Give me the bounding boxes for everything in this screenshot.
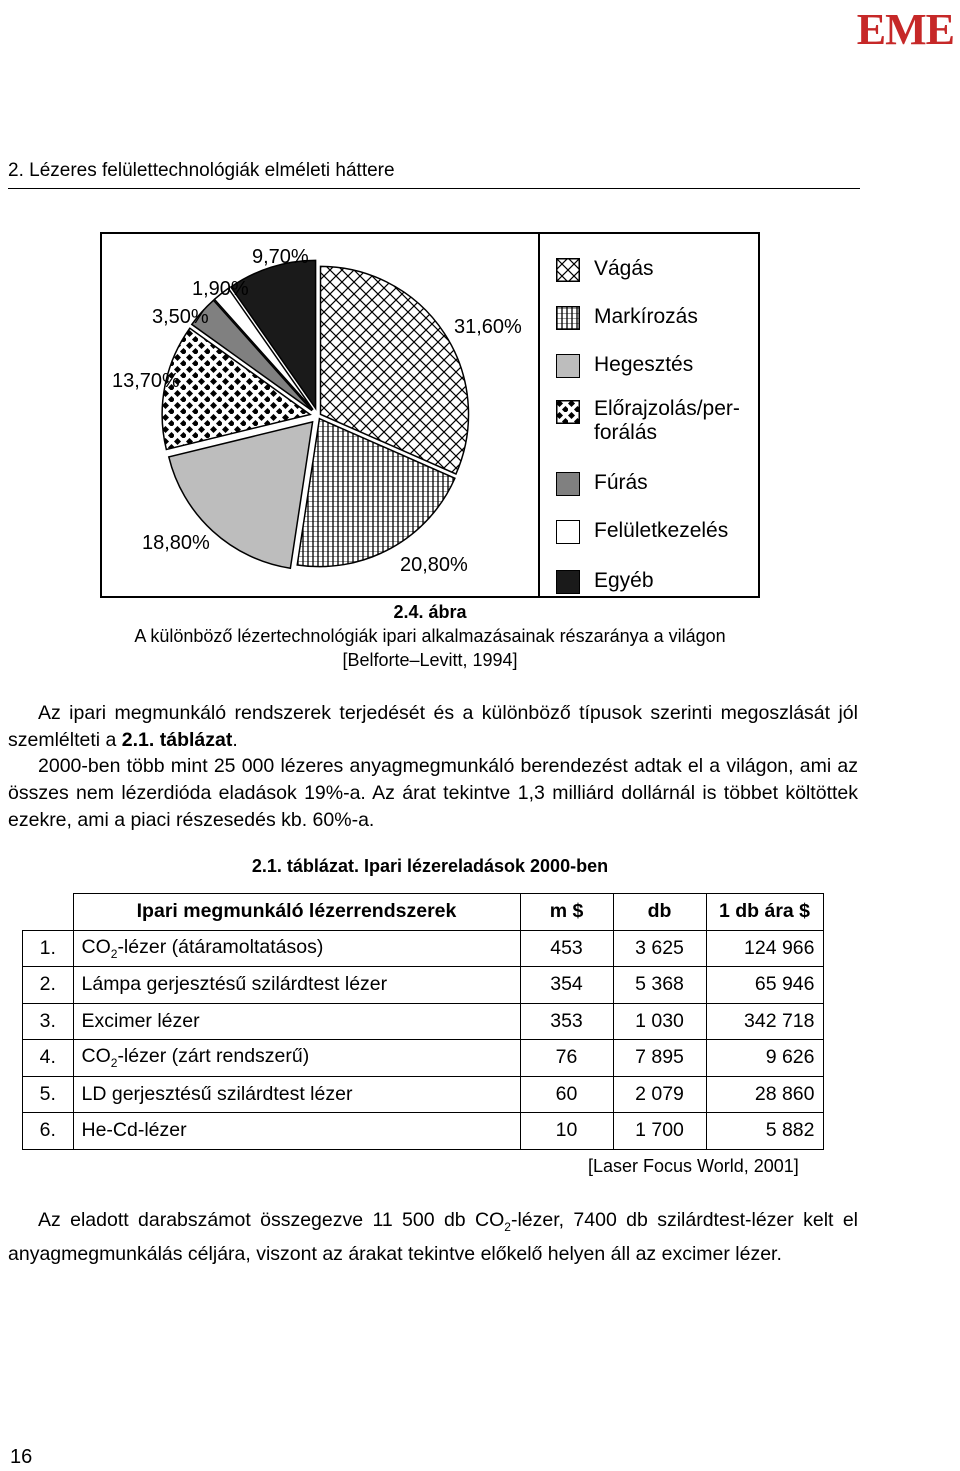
table-row	[23, 1076, 824, 1113]
paragraph-2	[8, 753, 858, 834]
system-name-rest: -lézer (átáramoltatásos)	[117, 935, 324, 958]
legend-label: Vágás	[594, 257, 654, 280]
system-name: LD gerjesztésű szilárdtest lézer	[81, 1082, 353, 1105]
table-cell-system	[73, 1040, 520, 1077]
figure-number: 2.4. ábra	[393, 602, 467, 622]
table-cell-musd: 60	[520, 1076, 613, 1113]
table-cell-system	[73, 967, 520, 1004]
system-name-subscript: 2	[110, 1056, 118, 1071]
figure-caption	[0, 600, 860, 672]
legend-label: Előrajzolás/per-	[594, 397, 740, 420]
legend-item-furas	[556, 466, 766, 506]
legend-item-vagas	[556, 252, 766, 292]
pie-slice-label: 3,50%	[152, 306, 209, 328]
table-cell-system	[73, 1076, 520, 1113]
legend-item-egyeb	[556, 564, 766, 604]
table-cell-db: 7 895	[613, 1040, 706, 1077]
paragraph-2-text: 2000-ben több mint 25 000 lézeres anyagmegmunkáló berendezést adtak el a világon, ami az összes nem lézerdióda eladások 19%-a. Az árat tekintve 1,3 milliárd dollárnál is többet költöttek ezekre, ami a piaci részesedés kb. 60%-a.	[8, 755, 858, 831]
legend-label: Fúrás	[594, 471, 648, 494]
table-cell-db: 2 079	[613, 1076, 706, 1113]
table-source: [Laser Focus World, 2001]	[588, 1156, 799, 1176]
legend-label: Egyéb	[594, 569, 654, 592]
table-cell-number: 6.	[23, 1113, 74, 1150]
data-table	[22, 893, 824, 1150]
table-cell-system	[73, 1113, 520, 1150]
legend-swatch-dark-gray	[556, 472, 580, 496]
table-row	[23, 1113, 824, 1150]
legend-swatch-white	[556, 520, 580, 544]
legend-item-hegesztes	[556, 348, 766, 388]
legend-item-elorajzolas	[556, 392, 766, 448]
table-title: 2.1. táblázat. Ipari lézereladások 2000-ben	[251, 856, 609, 876]
pie-slice-label: 18,80%	[142, 532, 210, 554]
table-header-price: 1 db ára $	[706, 894, 823, 931]
legend-swatch-crosshatch	[556, 258, 580, 282]
table-cell-number: 4.	[23, 1040, 74, 1077]
table-cell-number: 5.	[23, 1076, 74, 1113]
legend-swatch-black	[556, 570, 580, 594]
table-header-musd: m $	[520, 894, 613, 931]
paragraph-1-end: .	[232, 729, 238, 751]
table-cell-musd: 76	[520, 1040, 613, 1077]
legend-swatch-vertical-lines	[556, 306, 580, 330]
figure-caption-text: A különböző lézertechnológiák ipari alkalmazásainak részaránya a világon	[134, 626, 726, 646]
figure-frame	[100, 232, 760, 598]
pie-slice-label: 13,70%	[112, 370, 180, 392]
table-header-row	[23, 894, 824, 931]
table-cell-musd: 453	[520, 930, 613, 967]
table-row	[23, 1003, 824, 1040]
table-row	[23, 967, 824, 1004]
paragraph-3-text-end: -lézer, 7400 db szilárdtest-lézer kelt el anyagmegmunkálás céljára, viszont az árakat tekintve előkelő helyen áll az excimer lézer.	[8, 1209, 858, 1265]
paragraph-3-text: Az eladott darabszámot összegezve 11 500 db CO	[38, 1209, 505, 1231]
table-cell-number: 3.	[23, 1003, 74, 1040]
table-cell-musd: 10	[520, 1113, 613, 1150]
table-cell-price: 5 882	[706, 1113, 823, 1150]
paragraph-3	[8, 1207, 858, 1268]
legend-swatch-light-gray	[556, 354, 580, 378]
figure-divider	[538, 234, 540, 596]
system-name: CO	[81, 935, 111, 958]
legend-label-continued: forálás	[594, 421, 658, 444]
table-cell-db: 5 368	[613, 967, 706, 1004]
table-cell-number: 1.	[23, 930, 74, 967]
legend-item-markirozas	[556, 300, 766, 340]
legend-swatch-dots	[556, 400, 580, 424]
legend-label: Markírozás	[594, 305, 698, 328]
legend-label: Hegesztés	[594, 353, 694, 376]
table-cell-musd: 354	[520, 967, 613, 1004]
system-name: Lámpa gerjesztésű szilárdtest lézer	[81, 973, 388, 996]
running-header: 2. Lézeres felülettechnológiák elméleti háttere	[8, 160, 860, 189]
table-row	[23, 1040, 824, 1077]
paragraph-1-text: Az ipari megmunkáló rendszerek terjedését és a különböző típusok szerinti megoszlását jól szemlélteti a	[8, 702, 858, 751]
table-header-system: Ipari megmunkáló lézerrendszerek	[73, 894, 520, 931]
table-reference: 2.1. táblázat	[121, 729, 233, 751]
paragraph-3-subscript: 2	[504, 1219, 511, 1234]
table-header-blank	[23, 894, 74, 931]
table-cell-db: 3 625	[613, 930, 706, 967]
legend-item-feluletkezeles	[556, 514, 766, 554]
pie-slice-label: 20,80%	[400, 554, 468, 576]
table-cell-db: 1 700	[613, 1113, 706, 1150]
pie-slice-label: 9,70%	[252, 246, 309, 268]
system-name: He-Cd-lézer	[81, 1119, 187, 1142]
system-name: CO	[81, 1045, 111, 1068]
table-cell-price: 65 946	[706, 967, 823, 1004]
table-cell-price: 124 966	[706, 930, 823, 967]
system-name-subscript: 2	[110, 946, 118, 961]
table-cell-system	[73, 930, 520, 967]
pie-slice-label: 31,60%	[454, 316, 522, 338]
table-cell-number: 2.	[23, 967, 74, 1004]
table-cell-price: 9 626	[706, 1040, 823, 1077]
table-header-db: db	[613, 894, 706, 931]
system-name-rest: -lézer (zárt rendszerű)	[117, 1045, 310, 1068]
table-cell-db: 1 030	[613, 1003, 706, 1040]
table-row	[23, 930, 824, 967]
legend-label: Felületkezelés	[594, 519, 729, 542]
paragraph-1	[8, 700, 858, 754]
publisher-logo: EME	[856, 5, 954, 54]
system-name: Excimer lézer	[81, 1009, 200, 1032]
pie-slice-label: 1,90%	[192, 278, 249, 300]
table-cell-system	[73, 1003, 520, 1040]
page-number: 16	[10, 1446, 33, 1468]
table-cell-price: 342 718	[706, 1003, 823, 1040]
table-cell-musd: 353	[520, 1003, 613, 1040]
figure-source: [Belforte–Levitt, 1994]	[342, 650, 518, 670]
table-cell-price: 28 860	[706, 1076, 823, 1113]
